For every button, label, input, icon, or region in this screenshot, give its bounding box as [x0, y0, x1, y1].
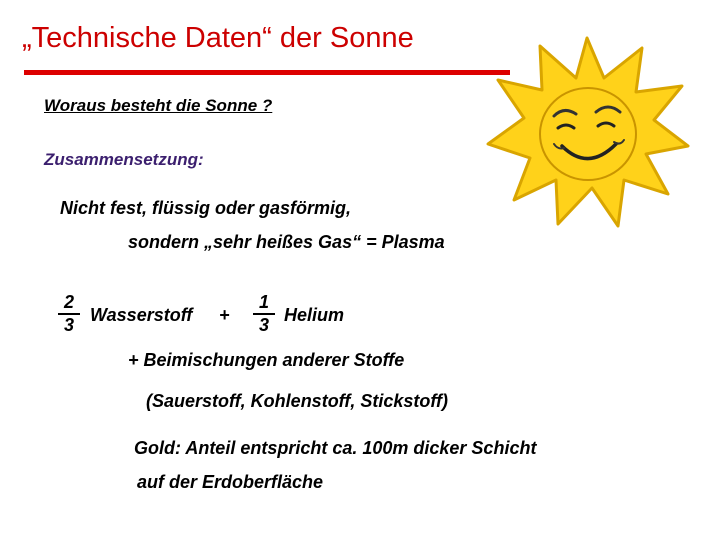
- slide-title: „Technische Daten“ der Sonne: [22, 22, 414, 54]
- gold-text-line2: auf der Erdoberfläche: [137, 472, 324, 492]
- plus-sign: +: [219, 305, 230, 325]
- title-underline: [24, 70, 510, 75]
- fraction-helium: [253, 292, 275, 340]
- gold-text-line1: Gold: Anteil entspricht ca. 100m dicker Schicht: [134, 438, 537, 458]
- plasma-text: sondern „sehr heißes Gas“ = Plasma: [128, 232, 445, 252]
- hydrogen-label: Wasserstoff: [90, 305, 193, 325]
- composition-label: Zusammensetzung:: [44, 150, 204, 169]
- fraction-hydrogen: [58, 292, 80, 340]
- admixtures-text: + Beimischungen anderer Stoffe: [128, 350, 405, 370]
- fraction-denominator: 3: [63, 315, 74, 335]
- state-text: Nicht fest, flüssig oder gasförmig,: [60, 198, 352, 218]
- question-heading: Woraus besteht die Sonne ?: [44, 96, 273, 115]
- fraction-numerator: 2: [63, 292, 74, 312]
- sun-face: [540, 88, 636, 180]
- fraction-denominator: 3: [258, 315, 269, 335]
- fraction-numerator: 1: [258, 292, 269, 312]
- sun-icon: [484, 34, 690, 230]
- admixture-examples: (Sauerstoff, Kohlenstoff, Stickstoff): [146, 391, 449, 411]
- helium-label: Helium: [284, 305, 345, 325]
